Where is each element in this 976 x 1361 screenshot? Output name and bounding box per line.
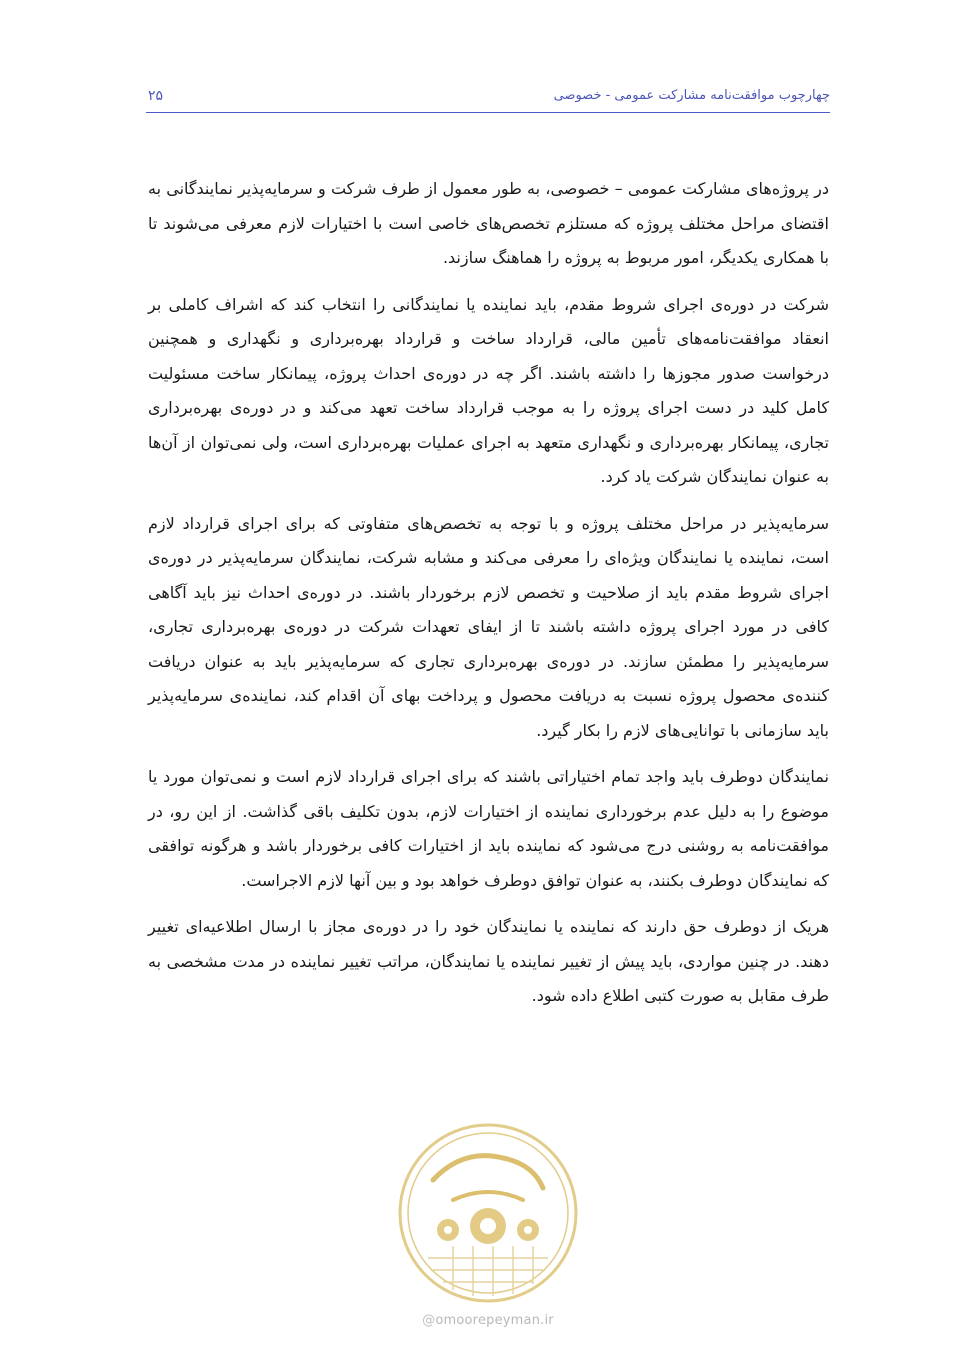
watermark-website: @omoorepeyman.ir (422, 1313, 554, 1328)
watermark-seal-icon (393, 1118, 583, 1308)
paragraph-4: نمایندگان دوطرف باید واجد تمام اختیاراتی باشند که برای اجرای قرارداد لازم است و نمی‌توان مورد یا موضوع را به دلیل عدم برخورداری نماینده از اختیارات لازم، بدون تکلیف باقی گذاشت. از این رو، در موافقت‌نامه به روشنی درج می‌شود که نماینده باید از اختیارات کافی برخوردار باشد و هرگونه توافقی که نمایندگان دوطرف بکنند، به عنوان توافق دوطرف خواهد بود و بین آنها لازم الاجراست. (148, 767, 829, 890)
paragraph-3: سرمایه‌پذیر در مراحل مختلف پروژه و با توجه به تخصص‌های متفاوتی که برای اجرای قرارداد لازم است، نماینده یا نمایندگان ویژه‌ای را معرفی می‌کند و مشابه شرکت، نمایندگان سرمایه‌پذیر در دوره‌ی اجرای شروط مقدم باید از صلاحیت و تخصص لازم برخوردار باشند. در دوره‌ی احداث نیز باید آگاهی کافی در مورد اجرای پروژه داشته باشند تا از ایفای تعهدات شرکت در دوره‌ی بهره‌برداری تجاری، سرمایه‌پذیر را مطمئن سازند. در دوره‌ی بهره‌برداری تجاری که سرمایه‌پذیر باید به عنوان دریافت کننده‌ی محصول پروژه نسبت به دریافت محصول و پرداخت بهای آن اقدام کند، نماینده‌ی سرمایه‌پذیر باید سازمانی با توانایی‌های لازم را بکار گیرد. (148, 513, 829, 740)
page-number: ۲۵ (148, 88, 164, 104)
paragraph-5: هریک از دوطرف حق دارند که نماینده یا نمایندگان خود را در دوره‌ی مجاز با ارسال اطلاعیه‌ای تغییر دهند. در چنین مواردی، باید پیش از تغییر نماینده یا نمایندگان، مراتب تغییر نماینده در مدت مشخصی به طرف مقابل به صورت کتبی اطلاع داده شود. (148, 917, 829, 1005)
main-content (148, 172, 829, 1026)
at-sign-icon: @ (422, 1313, 436, 1328)
page-header (146, 86, 830, 113)
running-title: چهارچوب موافقت‌نامه مشارکت عمومی - خصوصی (553, 88, 830, 103)
paragraph-1: در پروژه‌های مشارکت عمومی – خصوصی، به طور معمول از طرف شرکت و سرمایه‌پذیر نمایندگانی به اقتضای مراحل مختلف پروژه که مستلزم تخصص‌های خاصی است با اختیارات لازم معرفی می‌شوند تا با همکاری یکدیگر، امور مربوط به پروژه را هماهنگ سازند. (148, 179, 829, 267)
paragraph-2: شرکت در دوره‌ی اجرای شروط مقدم، باید نماینده یا نمایندگانی را انتخاب کند که اشراف کاملی بر انعقاد موافقت‌نامه‌های تأمین مالی، قرارداد ساخت و قرارداد بهره‌برداری و نگهداری و همچنین درخواست صدور مجوزها را داشته باشند. اگر چه در دوره‌ی احداث پروژه، پیمانکار ساخت مسئولیت کامل کلید در دست اجرای پروژه را به موجب قرارداد ساخت تعهد می‌کند و در دوره‌ی بهره‌برداری تجاری، پیمانکار بهره‌برداری و نگهداری متعهد به اجرای عملیات بهره‌برداری است، ولی نمی‌توان از آن‌ها به عنوان نمایندگان شرکت یاد کرد. (148, 294, 829, 486)
